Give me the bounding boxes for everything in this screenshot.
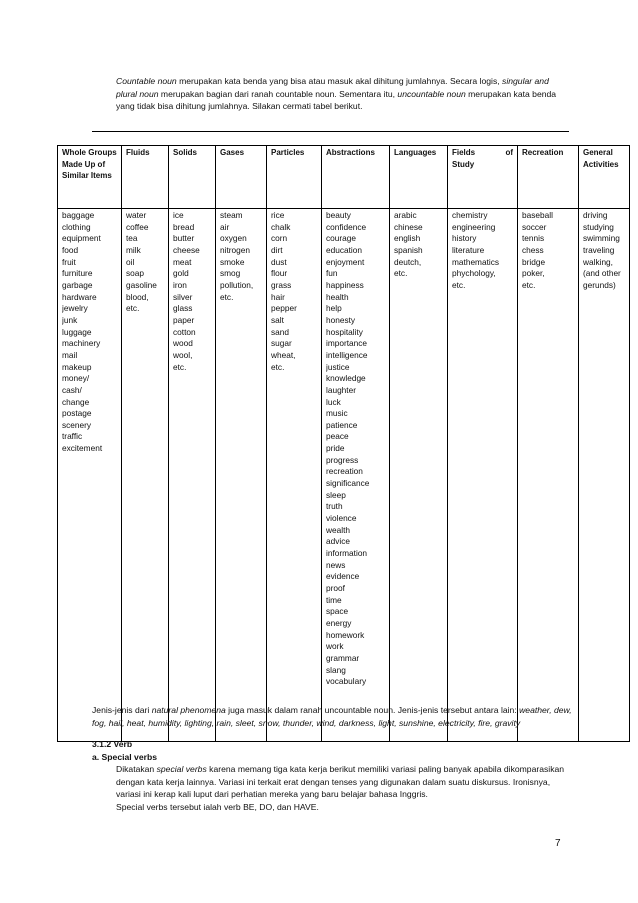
list-item: space <box>326 606 349 617</box>
list-item: clothing <box>62 221 91 232</box>
intro-paragraph <box>92 75 570 113</box>
list-item: etc. <box>271 361 285 372</box>
list-item: arabic <box>394 210 417 220</box>
list-item: tennis <box>522 233 545 244</box>
cell-fluids <box>122 209 169 742</box>
list-item: paper <box>173 314 195 325</box>
list-item: etc. <box>126 303 140 314</box>
list-item: enjoyment <box>326 256 365 267</box>
list-item: poker, <box>522 268 545 279</box>
list-item: recreation <box>326 466 363 477</box>
list-item: health <box>326 291 349 302</box>
list-item: news <box>326 559 346 570</box>
cell-gases <box>216 209 267 742</box>
list-item: soccer <box>522 221 547 232</box>
list-item: butter <box>173 233 195 244</box>
intro-text-b: merupakan bagian dari ranah countable noun. Sementara itu, <box>158 88 398 99</box>
horizontal-rule <box>92 131 569 132</box>
special-verbs-list-paragraph: Special verbs tersebut ialah verb BE, DO, dan HAVE. <box>116 801 319 812</box>
list-item: energy <box>326 617 352 628</box>
list-item: garbage <box>62 279 93 290</box>
body-text <box>92 704 572 813</box>
list-item: chemistry <box>452 210 488 220</box>
list-item: coffee <box>126 221 149 232</box>
list-item: vocabulary <box>326 676 367 687</box>
list-item: swimming <box>583 233 620 244</box>
table-header-row <box>58 146 630 209</box>
list-item: hair <box>271 291 285 302</box>
list-item: postage <box>62 408 92 419</box>
list-item: knowledge <box>326 373 366 384</box>
list-item: dirt <box>271 244 283 255</box>
list-item: driving <box>583 210 608 220</box>
sv-text-b: karena memang tiga kata kerja berikut memiliki variasi paling banyak apabila dikomparasikan dengan kata kerja lainnya. Variasi ini terkait erat dengan tenses yang digunakan dalam suatu diskursus. Ironisnya, variasi ini kerap kali luput dari perhatian mereka yang baru belajar bahasa Inggris. <box>116 764 565 799</box>
list-item: bread <box>173 221 195 232</box>
page-number: 7 <box>555 838 561 849</box>
list-item: sand <box>271 326 289 337</box>
term-natural-phenomena: natural phenomena <box>151 705 226 715</box>
intro-text-c: merupakan kata benda yang tidak bisa dihitung jumlahnya. Silakan cermati tabel berikut. <box>116 88 557 111</box>
list-item: luggage <box>62 326 92 337</box>
list-item: baggage <box>62 210 95 220</box>
list-item: fun <box>326 268 338 279</box>
list-item: studying <box>583 221 614 232</box>
list-item: fruit <box>62 256 76 267</box>
cell-solids <box>169 209 216 742</box>
list-item: silver <box>173 291 193 302</box>
list-item: ice <box>173 210 184 220</box>
cell-whole-groups <box>58 209 122 742</box>
list-item: spanish <box>394 244 423 255</box>
list-item: cheese <box>173 244 200 255</box>
list-item: traffic <box>62 431 83 442</box>
list-item: chess <box>522 244 544 255</box>
header-fluids: Fluids <box>122 146 169 209</box>
term-special-verbs: special verbs <box>156 764 207 774</box>
list-item: equipment <box>62 233 101 244</box>
list-item: gerunds) <box>583 279 616 290</box>
list-item: pollution, <box>220 279 254 290</box>
list-item: nitrogen <box>220 244 250 255</box>
list-item: iron <box>173 279 187 290</box>
list-item: air <box>220 221 230 232</box>
list-item: junk <box>62 314 78 325</box>
list-item: walking, <box>583 256 613 267</box>
header-languages: Languages <box>390 146 448 209</box>
list-item: smog <box>220 268 241 279</box>
list-item: luck <box>326 396 341 407</box>
list-item: honesty <box>326 314 356 325</box>
list-item: traveling <box>583 244 615 255</box>
header-particles: Particles <box>267 146 322 209</box>
list-item: wheat, <box>271 349 296 360</box>
list-item: dust <box>271 256 287 267</box>
term-countable-noun: Countable noun <box>116 76 177 86</box>
list-item: engineering <box>452 221 496 232</box>
list-item: money/ <box>62 373 90 384</box>
list-item: chinese <box>394 221 423 232</box>
list-item: literature <box>452 244 485 255</box>
list-item: etc. <box>522 279 536 290</box>
list-item: steam <box>220 210 243 220</box>
header-solids: Solids <box>169 146 216 209</box>
list-item: music <box>326 408 348 419</box>
cell-recreation <box>518 209 579 742</box>
table-row <box>58 209 630 742</box>
list-item: hospitality <box>326 326 363 337</box>
list-item: progress <box>326 454 359 465</box>
list-item: grammar <box>326 652 360 663</box>
list-item: chalk <box>271 221 291 232</box>
header-general-activities: General Activities <box>579 146 630 209</box>
list-item: gold <box>173 268 189 279</box>
list-item: significance <box>326 478 370 489</box>
special-verbs-paragraph <box>92 763 572 801</box>
list-item: salt <box>271 314 284 325</box>
list-item: gasoline <box>126 279 157 290</box>
list-item: baseball <box>522 210 553 220</box>
cell-languages <box>390 209 448 742</box>
list-item: flour <box>271 268 288 279</box>
list-item: cotton <box>173 326 196 337</box>
list-item: english <box>394 233 421 244</box>
header-recreation: Recreation <box>518 146 579 209</box>
list-item: courage <box>326 233 356 244</box>
list-item: laughter <box>326 384 356 395</box>
list-item: mathematics <box>452 256 500 267</box>
list-item: scenery <box>62 419 92 430</box>
section-heading-verb: 3.1.2 Verb <box>92 739 133 749</box>
list-item: milk <box>126 244 141 255</box>
list-item: furniture <box>62 268 93 279</box>
cell-abstractions <box>322 209 390 742</box>
list-item: slang <box>326 664 346 675</box>
list-item: education <box>326 244 362 255</box>
list-item: work <box>326 641 344 652</box>
list-item: justice <box>326 361 350 372</box>
list-item: information <box>326 548 368 559</box>
list-item: time <box>326 594 342 605</box>
list-item: corn <box>271 233 288 244</box>
list-item: tea <box>126 233 138 244</box>
header-fields-of-study <box>448 146 518 209</box>
header-whole-groups: Whole Groups Made Up of Similar Items <box>58 146 122 209</box>
list-item: jewelry <box>62 303 88 314</box>
list-item: glass <box>173 303 193 314</box>
intro-text <box>92 75 570 113</box>
natural-phenomena-paragraph <box>92 704 572 729</box>
list-item: water <box>126 210 147 220</box>
list-item: food <box>62 244 79 255</box>
np-text-b: juga masuk dalam ranah uncountable noun. Jenis-jenis tersebut antara lain: <box>225 705 520 715</box>
list-item: soap <box>126 268 144 279</box>
cell-fields-of-study <box>448 209 518 742</box>
list-item: beauty <box>326 210 351 220</box>
list-item: help <box>326 303 342 314</box>
list-item: (and other <box>583 268 621 279</box>
list-item: advice <box>326 536 350 547</box>
list-item: etc. <box>452 279 466 290</box>
list-item: homework <box>326 629 365 640</box>
list-item: patience <box>326 419 358 430</box>
list-item: wealth <box>326 524 350 535</box>
list-item: phychology, <box>452 268 496 279</box>
list-item: blood, <box>126 291 149 302</box>
list-item: etc. <box>173 361 187 372</box>
list-item: oil <box>126 256 135 267</box>
list-item: etc. <box>220 291 234 302</box>
list-item: evidence <box>326 571 360 582</box>
np-list: weather, dew, fog, hail, heat, humidity, lighting, rain, sleet, snow, thunder, wind, darkness, light, sunshine, electricity, fire, gravity <box>92 705 572 728</box>
term-uncountable-noun: uncountable noun <box>397 88 466 99</box>
list-item: rice <box>271 210 285 220</box>
term-singular-plural: singular and plural noun <box>116 76 549 99</box>
list-item: machinery <box>62 338 101 349</box>
list-item: excitement <box>62 443 103 454</box>
intro-text-a: merupakan kata benda yang bisa atau masuk akal dihitung jumlahnya. Secara logis, <box>176 76 503 86</box>
list-item: bridge <box>522 256 546 267</box>
list-item: oxygen <box>220 233 247 244</box>
list-item: change <box>62 396 90 407</box>
list-item: makeup <box>62 361 92 372</box>
list-item: hardware <box>62 291 97 302</box>
list-item: truth <box>326 501 343 512</box>
list-item: importance <box>326 338 368 349</box>
list-item: etc. <box>394 268 408 279</box>
list-item: deutch, <box>394 256 422 267</box>
list-item: grass <box>271 279 292 290</box>
list-item: smoke <box>220 256 245 267</box>
list-item: peace <box>326 431 349 442</box>
list-item: confidence <box>326 221 367 232</box>
subsection-heading-special-verbs: a. Special verbs <box>92 751 157 762</box>
list-item: sugar <box>271 338 292 349</box>
list-item: pride <box>326 443 345 454</box>
header-fields-word: Fields <box>452 148 476 157</box>
list-item: pepper <box>271 303 297 314</box>
sv-text-a: Dikatakan <box>116 764 157 774</box>
header-abstractions: Abstractions <box>322 146 390 209</box>
list-item: happiness <box>326 279 364 290</box>
header-study-word: Study <box>452 159 475 169</box>
list-item: meat <box>173 256 192 267</box>
np-text-a: Jenis-jenis dari <box>92 705 152 715</box>
list-item: sleep <box>326 489 346 500</box>
cell-general-activities <box>579 209 630 742</box>
list-item: wool, <box>173 349 193 360</box>
list-item: cash/ <box>62 384 82 395</box>
uncountable-noun-table <box>57 145 630 742</box>
list-item: history <box>452 233 477 244</box>
list-item: mail <box>62 349 78 360</box>
cell-particles <box>267 209 322 742</box>
list-item: proof <box>326 583 345 593</box>
list-item: intelligence <box>326 349 368 360</box>
header-of-word: of <box>505 148 513 157</box>
list-item: wood <box>173 338 193 349</box>
header-gases: Gases <box>216 146 267 209</box>
list-item: violence <box>326 513 357 524</box>
